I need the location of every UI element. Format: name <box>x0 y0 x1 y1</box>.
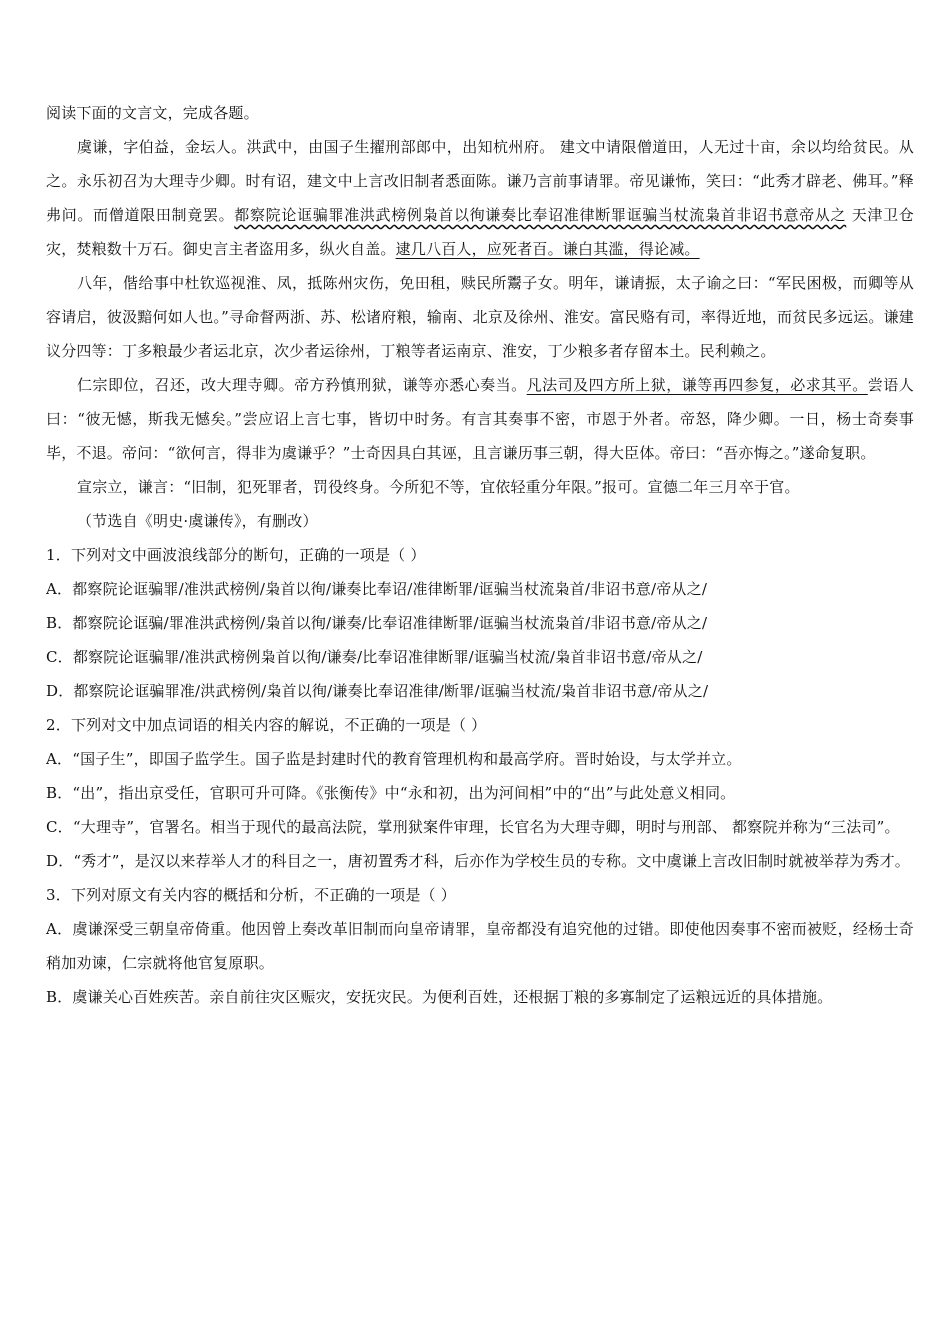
question-3-option-a: A．虞谦深受三朝皇帝倚重。他因曾上奏改革旧制而向皇帝请罪，皇帝都没有追究他的过错。即使他因奏事不密而被贬，经杨士奇稍加劝谏，仁宗就将他官复原职。 <box>46 920 914 972</box>
passage-paragraph-1 <box>46 130 914 266</box>
question-1-option-c: C．都察院论诓骗罪/准洪武榜例枭首以徇/谦奏/比奉诏准律断罪/诓骗当杖流/枭首非诏书意/帝从之/ <box>46 648 703 666</box>
question-1-option-b: B．都察院论诓骗/罪准洪武榜例/枭首以徇/谦奏/比奉诏准律断罪/诓骗当杖流枭首/非诏书意/帝从之/ <box>46 614 708 632</box>
passage-paragraph-4: 宣宗立，谦言：“旧制，犯死罪者，罚役终身。今所犯不等，宜依轻重分年限。”报可。宣德二年三月卒于官。 <box>77 478 800 496</box>
question-1-option-a: A．都察院论诓骗罪/准洪武榜例/枭首以徇/谦奏比奉诏/准律断罪/诓骗当杖流枭首/非诏书意/帝从之/ <box>46 580 708 598</box>
underlined-sentence-1: 逮几八百人，应死者百。谦白其滥，得论减。 <box>395 240 700 258</box>
question-3-option-b: B．虞谦关心百姓疾苦。亲自前往灾区赈灾，安抚灾民。为便利百姓，还根据丁粮的多寡制定了运粮远近的具体措施。 <box>46 988 833 1006</box>
question-1-option-d: D．都察院论诓骗罪准/洪武榜例/枭首以徇/谦奏比奉诏准律/断罪/诓骗当杖流/枭首非诏书意/帝从之/ <box>46 682 709 700</box>
passage-paragraph-2: 八年，偕给事中杜钦巡视淮、凤，抵陈州灾伤，免田租，赎民所鬻子女。明年，谦请振，太子谕之曰：“军民困极，而卿等从容请启，彼汲黯何如人也。”寻命督两浙、苏、松诸府粮，输南、北京及徐州、淮安。富民赂有司，率得近地，而贫民多远运。谦建议分四等：丁多粮最少者运北京，次少者运徐州，丁粮等者运南京、淮安，丁少粮多者存留本土。民利赖之。 <box>46 274 914 360</box>
question-2-option-d: D．“秀才”，是汉以来荐举人才的科目之一，唐初置秀才科，后亦作为学校生员的专称。文中虞谦上言改旧制时就被举荐为秀才。 <box>46 852 910 870</box>
passage-p1-text-b: 天津卫仓灾，焚粮数十万石。御史言主者盗用多，纵火自盖。 <box>46 206 914 258</box>
question-2-option-c: C．“大理寺”，官署名。相当于现代的最高法院，掌刑狱案件审理，长官名为大理寺卿，明时与刑部、 都察院并称为“三法司”。 <box>46 818 900 836</box>
passage-p3-text-a: 仁宗即位，召还，改大理寺卿。帝方矜慎刑狱，谦等亦悉心奏当。 <box>77 376 527 394</box>
question-1-stem: 1．下列对文中画波浪线部分的断句，正确的一项是（ ） <box>46 546 426 564</box>
wavy-underlined-sentence: 都察院论诓骗罪准洪武榜例枭首以徇谦奏比奉诏准律断罪诓骗当杖流枭首非诏书意帝从之 <box>234 206 847 224</box>
question-2-stem: 2．下列对文中加点词语的相关内容的解说，不正确的一项是（ ） <box>46 716 487 734</box>
question-3-stem: 3．下列对原文有关内容的概括和分析，不正确的一项是（ ） <box>46 886 456 904</box>
instruction: 阅读下面的文言文，完成各题。 <box>46 104 259 122</box>
passage-p1-text-a: 虞谦，字伯益，金坛人。洪武中，由国子生擢刑部郎中，出知杭州府。 建文中请限僧道田，人无过十亩，余以均给贫民。从之。永乐初召为大理寺少卿。时有诏，建文中上言改旧制者悉面陈。谦乃言前事请罪。帝见谦怖，笑曰：“此秀才辟老、佛耳。”释弗问。而僧道限田制竟罢。 <box>46 138 914 224</box>
passage-source: （节选自《明史·虞谦传》，有删改） <box>77 512 318 530</box>
question-2-option-a: A．“国子生”，即国子监学生。国子监是封建时代的教育管理机构和最高学府。晋时始设，与太学并立。 <box>46 750 742 768</box>
passage-paragraph-3 <box>46 368 914 470</box>
underlined-sentence-2: 凡法司及四方所上狱，谦等再四参复，必求其平。 <box>526 376 868 394</box>
question-2-option-b: B．“出”，指出京受任，官职可升可降。《张衡传》中“永和初，出为河间相”中的“出”与此处意义相同。 <box>46 784 736 802</box>
passage-p3-text-b: 尝语人曰：“彼无憾，斯我无憾矣。”尝应诏上言七事，皆切中时务。有言其奏事不密，市恩于外者。帝怒，降少卿。一日，杨士奇奏事毕，不退。帝问：“欲何言，得非为虞谦乎？”士奇因具白其诬，且言谦历事三朝，得大臣体。帝曰：“吾亦悔之。”遂命复职。 <box>46 376 914 462</box>
document-page <box>46 96 914 1014</box>
